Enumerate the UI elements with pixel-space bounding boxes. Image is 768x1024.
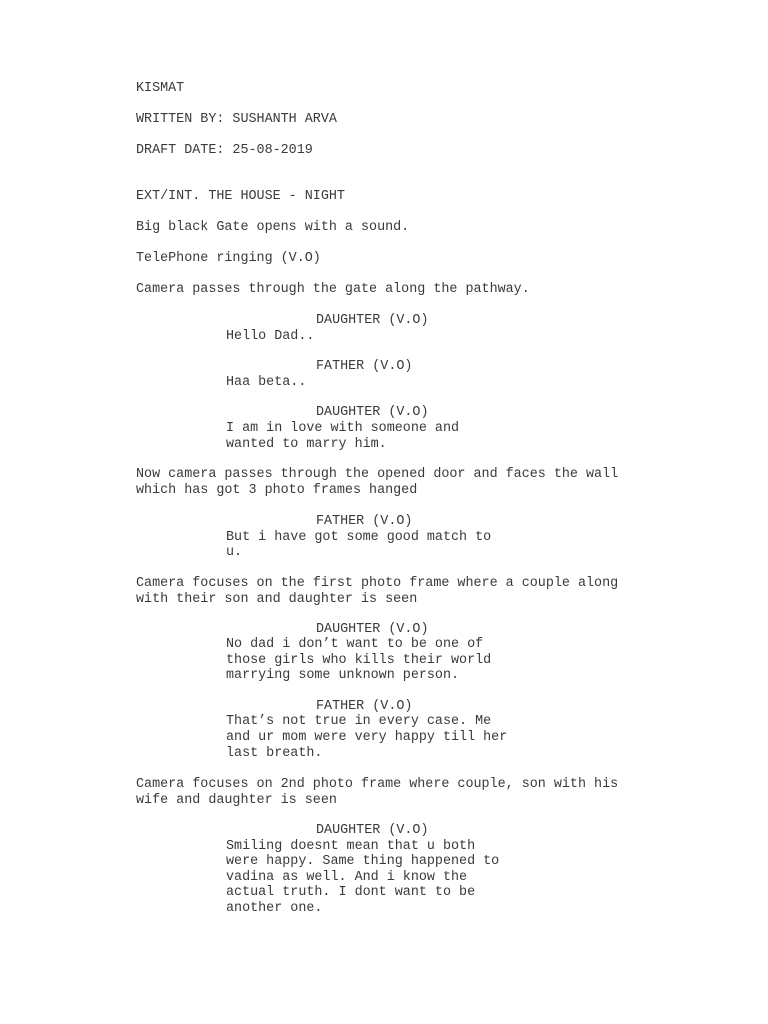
dialogue-line: I am in love with someone and — [226, 421, 460, 436]
action-line: which has got 3 photo frames hanged — [136, 483, 418, 498]
action-line: TelePhone ringing (V.O) — [136, 251, 321, 266]
dialogue-line: wanted to marry him. — [226, 437, 387, 452]
character-cue: FATHER (V.O) — [316, 359, 413, 374]
written-by-line: WRITTEN BY: SUSHANTH ARVA — [136, 112, 337, 127]
dialogue-line: Smiling doesnt mean that u both — [226, 839, 476, 854]
dialogue-line: actual truth. I dont want to be — [226, 885, 476, 900]
action-line: with their son and daughter is seen — [136, 592, 418, 607]
character-cue: DAUGHTER (V.O) — [316, 313, 429, 328]
character-cue: FATHER (V.O) — [316, 514, 413, 529]
dialogue-line: last breath. — [226, 746, 323, 761]
character-cue: DAUGHTER (V.O) — [316, 405, 429, 420]
scene-heading: EXT/INT. THE HOUSE - NIGHT — [136, 189, 345, 204]
dialogue-line: No dad i don’t want to be one of — [226, 637, 484, 652]
dialogue-line: vadina as well. And i know the — [226, 870, 468, 885]
dialogue-line: That’s not true in every case. Me — [226, 714, 492, 729]
dialogue-line: But i have got some good match to — [226, 530, 492, 545]
dialogue-line: were happy. Same thing happened to — [226, 854, 500, 869]
draft-date-line: DRAFT DATE: 25-08-2019 — [136, 143, 313, 158]
action-line: Camera passes through the gate along the pathway. — [136, 282, 530, 297]
action-line: Camera focuses on the first photo frame where a couple along — [136, 576, 619, 591]
character-cue: DAUGHTER (V.O) — [316, 622, 429, 637]
dialogue-line: those girls who kills their world — [226, 653, 492, 668]
action-line: Big black Gate opens with a sound. — [136, 220, 410, 235]
dialogue-line: u. — [226, 545, 243, 560]
character-cue: FATHER (V.O) — [316, 699, 413, 714]
character-cue: DAUGHTER (V.O) — [316, 823, 429, 838]
script-title: KISMAT — [136, 81, 185, 96]
dialogue-line: Hello Dad.. — [226, 329, 315, 344]
dialogue-line: marrying some unknown person. — [226, 668, 460, 683]
action-line: wife and daughter is seen — [136, 793, 337, 808]
action-line: Camera focuses on 2nd photo frame where couple, son with his — [136, 777, 619, 792]
dialogue-line: and ur mom were very happy till her — [226, 730, 508, 745]
dialogue-line: Haa beta.. — [226, 375, 307, 390]
action-line: Now camera passes through the opened door and faces the wall — [136, 467, 619, 482]
dialogue-line: another one. — [226, 901, 323, 916]
